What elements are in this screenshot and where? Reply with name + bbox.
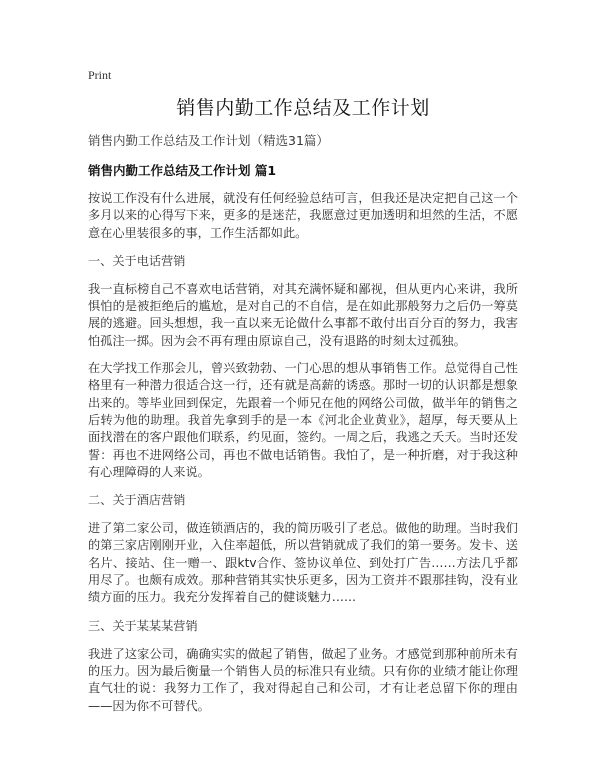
section-3-paragraph-1: 我进了这家公司，确确实实的做起了销售，做起了业务。才感觉到那种前所未有的压力。因为最后衡量一个销售人员的标准只有业绩。只有你的业绩才能让你理直气壮的说：我努力工作了，我对得起自己和公司，才有让老总留下你的理由——因为你不可替代。: [88, 646, 518, 713]
document-subtitle: 销售内勤工作总结及工作计划（精选31篇）: [88, 133, 329, 148]
section-2-paragraph-1: 进了第二家公司，做连锁酒店的，我的简历吸引了老总。做他的助理。当时我们的第三家店刚刚开业，入住率超低，所以营销就成了我们的第一要务。发卡、送名片、接站、住一赠一、跟ktv合作、签协议单位、到处打广告……方法几乎都用尽了。也颇有成效。那种营销其实快乐更多，因为工资并不跟那挂钩，没有业绩方面的压力。我充分发挥着自己的健谈魅力……: [88, 521, 518, 605]
intro-paragraph: 按说工作没有什么进展，就没有任何经验总结可言，但我还是决定把自己这一个多月以来的心得写下来，更多的是迷茫，我愿意过更加透明和坦然的生活，不愿意在心里装很多的事，工作生活都如此。: [88, 191, 518, 240]
document-title: 销售内勤工作总结及工作计划: [176, 97, 430, 119]
section-1-paragraph-2: 在大学找工作那会儿，曾兴致勃勃、一门心思的想从事销售工作。总觉得自己性格里有一种潜力很适合这一行，还有就是高薪的诱惑。那时一切的认识都是想象出来的。等毕业回到保定，先跟着一个师兄在他的网络公司做，做半年的销售之后转为他的助理。我首先拿到手的是一本《河北企业黄业》，超厚，每天要从上面找潜在的客户跟他们联系，约见面，签约。一周之后，我逃之夭夭。当时还发誓：再也不进网络公司，再也不做电话销售。我怕了，是一种折磨，对于我这种有心理障碍的人来说。: [88, 361, 518, 479]
section-1-heading: 一、关于电话营销: [88, 253, 186, 268]
section-3-heading: 三、关于某某某营销: [88, 618, 198, 633]
print-label: Print: [88, 68, 112, 82]
section-1-paragraph-1: 我一直标榜自己不喜欢电话营销，对其充满怀疑和鄙视，但从更内心来讲，我所惧怕的是被拒绝后的尴尬，是对自己的不自信，是在如此那般努力之后仍一筹莫展的逃避。回头想想，我一直以来无论做什么事都不敢付出百分百的努力，我害怕孤注一掷。因为会不再有理由原谅自己，没有退路的时刻太过孤独。: [88, 281, 518, 348]
section-2-heading: 二、关于酒店营销: [88, 493, 186, 508]
section-heading: 销售内勤工作总结及工作计划 篇1: [88, 163, 277, 178]
document-page: [88, 68, 518, 725]
